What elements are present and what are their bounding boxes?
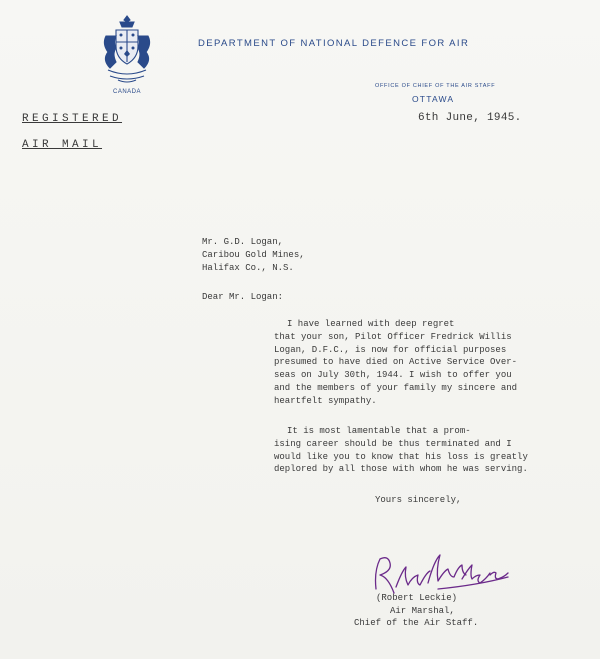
letter-date: 6th June, 1945. [418, 112, 522, 124]
signatory-rank: Air Marshal, [390, 605, 455, 616]
body-line: presumed to have died on Active Service Over- [274, 357, 518, 368]
body-line: would like you to know that his loss is greatly [274, 451, 528, 462]
body-line: that your son, Pilot Officer Fredrick Willis [274, 331, 512, 342]
body-line: Logan, D.F.C., is now for official purposes [274, 344, 507, 355]
signatory-title: Chief of the Air Staff. [354, 618, 479, 628]
body-line: deplored by all those with whom he was serving. [274, 464, 528, 475]
department-heading: DEPARTMENT OF NATIONAL DEFENCE FOR AIR [198, 38, 470, 49]
body-line: It is most lamentable that a prom- [287, 426, 471, 436]
body-line: and the members of your family my sincere and [274, 382, 518, 393]
city-line: OTTAWA [412, 94, 455, 104]
coat-of-arms-icon [98, 14, 156, 86]
signatory-block [354, 592, 478, 630]
body-line: I have learned with deep regret [287, 319, 455, 329]
body-line: ising career should be thus terminated and I [274, 438, 512, 449]
body-line: seas on July 30th, 1944. I wish to offer you [274, 370, 512, 381]
signatory-name: (Robert Leckie) [376, 593, 458, 603]
body-line: heartfelt sympathy. [274, 395, 377, 406]
registered-marking: REGISTERED [22, 113, 123, 125]
salutation: Dear Mr. Logan: [202, 292, 284, 302]
recipient-address [202, 236, 305, 275]
address-line: Caribou Gold Mines, [202, 250, 305, 260]
body-paragraph-1 [274, 318, 554, 408]
address-line: Halifax Co., N.S. [202, 263, 294, 273]
closing: Yours sincerely, [375, 495, 462, 505]
body-paragraph-2 [274, 425, 554, 476]
office-line: OFFICE OF CHIEF OF THE AIR STAFF [375, 83, 496, 89]
crest-caption: CANADA [112, 89, 141, 95]
address-line: Mr. G.D. Logan, [202, 237, 284, 247]
air-mail-marking: AIR MAIL [22, 139, 103, 151]
